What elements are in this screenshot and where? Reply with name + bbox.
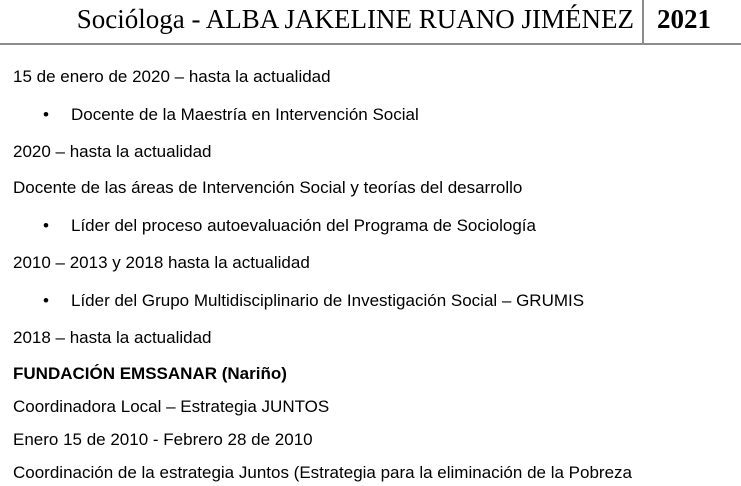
header-divider: [642, 0, 644, 44]
header-rule: [0, 43, 741, 45]
date-range-line: 15 de enero de 2020 – hasta la actualidad: [13, 67, 331, 86]
bullet-item: [13, 103, 741, 127]
header-year: 2021: [657, 4, 711, 34]
bullet-text: Docente de la Maestría en Intervención Social: [71, 105, 419, 124]
page-header: [0, 0, 741, 44]
bullet-icon: •: [43, 216, 49, 235]
organization-heading: FUNDACIÓN EMSSANAR (Nariño): [13, 364, 287, 383]
role-line: Coordinadora Local – Estrategia JUNTOS: [13, 397, 330, 416]
bullet-icon: •: [43, 291, 49, 310]
date-range-line: 2018 – hasta la actualidad: [13, 328, 212, 347]
document-body: [13, 65, 741, 485]
bullet-item: [13, 289, 741, 313]
description-line: Coordinación de la estrategia Juntos (Estrategia para la eliminación de la Pobreza: [13, 463, 632, 482]
bullet-text: Líder del Grupo Multidisciplinario de Investigación Social – GRUMIS: [71, 291, 585, 310]
header-title: Socióloga - ALBA JAKELINE RUANO JIMÉNEZ: [76, 4, 634, 34]
bullet-text: Líder del proceso autoevaluación del Programa de Sociología: [71, 216, 536, 235]
date-range-line: 2020 – hasta la actualidad: [13, 142, 212, 161]
bullet-icon: •: [43, 105, 49, 124]
role-line: Docente de las áreas de Intervención Social y teorías del desarrollo: [13, 178, 523, 197]
date-range-line: 2010 – 2013 y 2018 hasta la actualidad: [13, 253, 310, 272]
bullet-item: [13, 214, 741, 238]
date-range-line: Enero 15 de 2010 - Febrero 28 de 2010: [13, 430, 313, 449]
